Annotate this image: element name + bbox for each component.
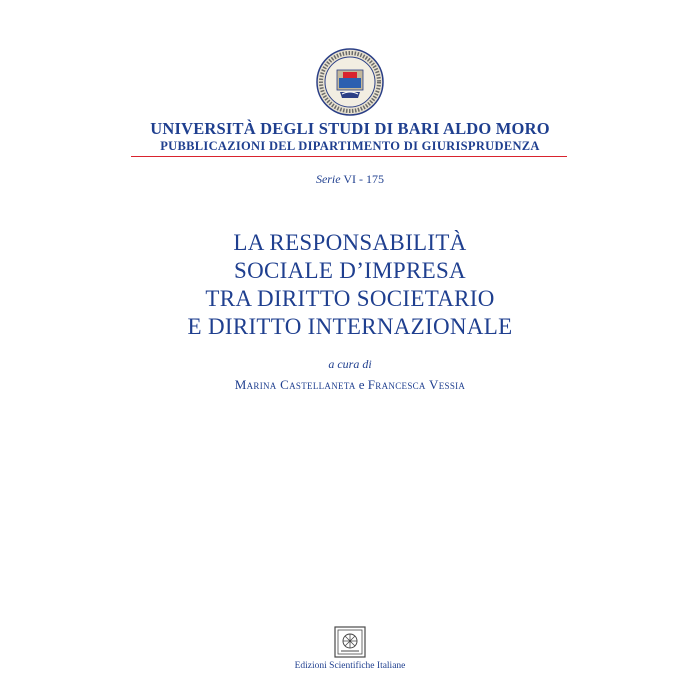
title-line: SOCIALE D’IMPRESA — [234, 258, 466, 283]
editors — [0, 377, 700, 393]
title-line: TRA DIRITTO SOCIETARIO — [205, 286, 495, 311]
university-seal-icon — [316, 48, 384, 116]
editor-conjunction: e — [358, 377, 365, 392]
university-name: UNIVERSITÀ DEGLI STUDI DI BARI ALDO MORO — [150, 119, 550, 138]
editor-name: Francesca Vessia — [367, 377, 466, 392]
title-line: LA RESPONSABILITÀ — [233, 230, 467, 255]
publisher-logo-icon — [334, 626, 366, 658]
series-info — [0, 172, 700, 187]
series-label: Serie — [315, 172, 341, 186]
book-title — [0, 229, 700, 341]
department-name: PUBBLICAZIONI DEL DIPARTIMENTO DI GIURISPRUDENZA — [160, 139, 540, 153]
editor-name: Marina Castellaneta — [234, 377, 356, 392]
publisher-name: Edizioni Scientifiche Italiane — [294, 661, 406, 671]
series-number: VI - 175 — [343, 172, 385, 186]
header-divider — [131, 156, 567, 157]
editor-label: a cura di — [328, 357, 372, 371]
title-line: E DIRITTO INTERNAZIONALE — [187, 314, 513, 339]
